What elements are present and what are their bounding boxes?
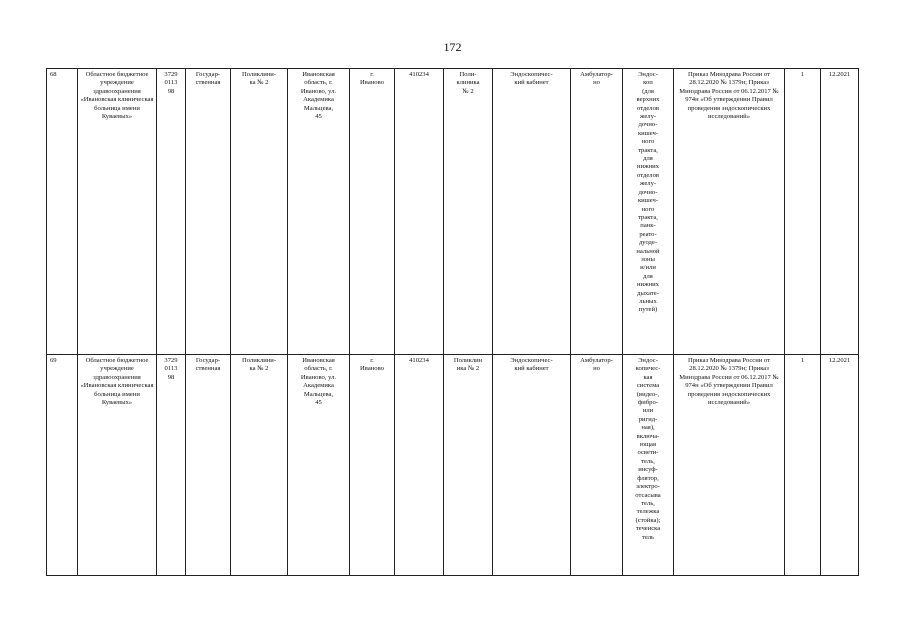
care-type-cell: Амбулатор- но: [571, 69, 623, 355]
table-row: [47, 69, 859, 355]
organization-cell: Областное бюджетное учреждение здравоохранения «Ивановская клиническая больница имени Куваевых»: [78, 355, 157, 576]
order-cell: Приказ Минздрава России от 28.12.2020 № 1379н; Приказ Минздрава России от 06.12.2017 № 974н «Об утверждении Правил проведения эндоскопических исследований»: [674, 69, 785, 355]
organization-cell: Областное бюджетное учреждение здравоохранения «Ивановская клиническая больница имени Куваевых»: [78, 69, 157, 355]
code-cell: 410234: [395, 355, 444, 576]
equipment-cell: Эндос- копичес- кая система (видео-, фибро- или ригид- ная), включа- ющая освети- тель, инсуф- флятор, электро- отсасыва тель, тележка (стойка); течеиска тель: [623, 355, 674, 576]
row-number: 69: [47, 355, 78, 576]
unit-cell: Поли- клиника № 2: [444, 69, 493, 355]
row-number: 68: [47, 69, 78, 355]
quantity-cell: 1: [785, 69, 821, 355]
ownership-cell: Государ- ственная: [186, 355, 231, 576]
cabinet-cell: Эндоскопичес- кий кабинет: [493, 69, 571, 355]
address-cell: Ивановская область, г. Иваново, ул. Академика Мальцева, 45: [288, 69, 350, 355]
equipment-cell: Эндос- коп (для верхних отделов желу- дочно- кишеч- ного тракта, для нижних отделов желу- дочно- кишеч- ного тракта, панк- реато- дуоде- нальной зоны и/или для нижних дыхате- льных путей): [623, 69, 674, 355]
inn-cell: 3729 0113 98: [157, 355, 186, 576]
code-cell: 410234: [395, 69, 444, 355]
inn-cell: 3729 0113 98: [157, 69, 186, 355]
city-cell: г. Иваново: [350, 355, 395, 576]
care-type-cell: Амбулатор- но: [571, 355, 623, 576]
registry-table: [46, 68, 859, 576]
date-cell: 12.2021: [821, 69, 859, 355]
department-cell: Поликлини- ка № 2: [231, 69, 288, 355]
city-cell: г. Иваново: [350, 69, 395, 355]
ownership-cell: Государ- ственная: [186, 69, 231, 355]
cabinet-cell: Эндоскопичес- кий кабинет: [493, 355, 571, 576]
department-cell: Поликлини- ка № 2: [231, 355, 288, 576]
unit-cell: Поликлин ика № 2: [444, 355, 493, 576]
quantity-cell: 1: [785, 355, 821, 576]
address-cell: Ивановская область, г. Иваново, ул. Академика Мальцева, 45: [288, 355, 350, 576]
date-cell: 12.2021: [821, 355, 859, 576]
order-cell: Приказ Минздрава России от 28.12.2020 № 1379н; Приказ Минздрава России от 06.12.2017 № 974н «Об утверждении Правил проведения эндоскопических исследований»: [674, 355, 785, 576]
table-row: [47, 355, 859, 576]
page-number: 172: [443, 40, 462, 54]
